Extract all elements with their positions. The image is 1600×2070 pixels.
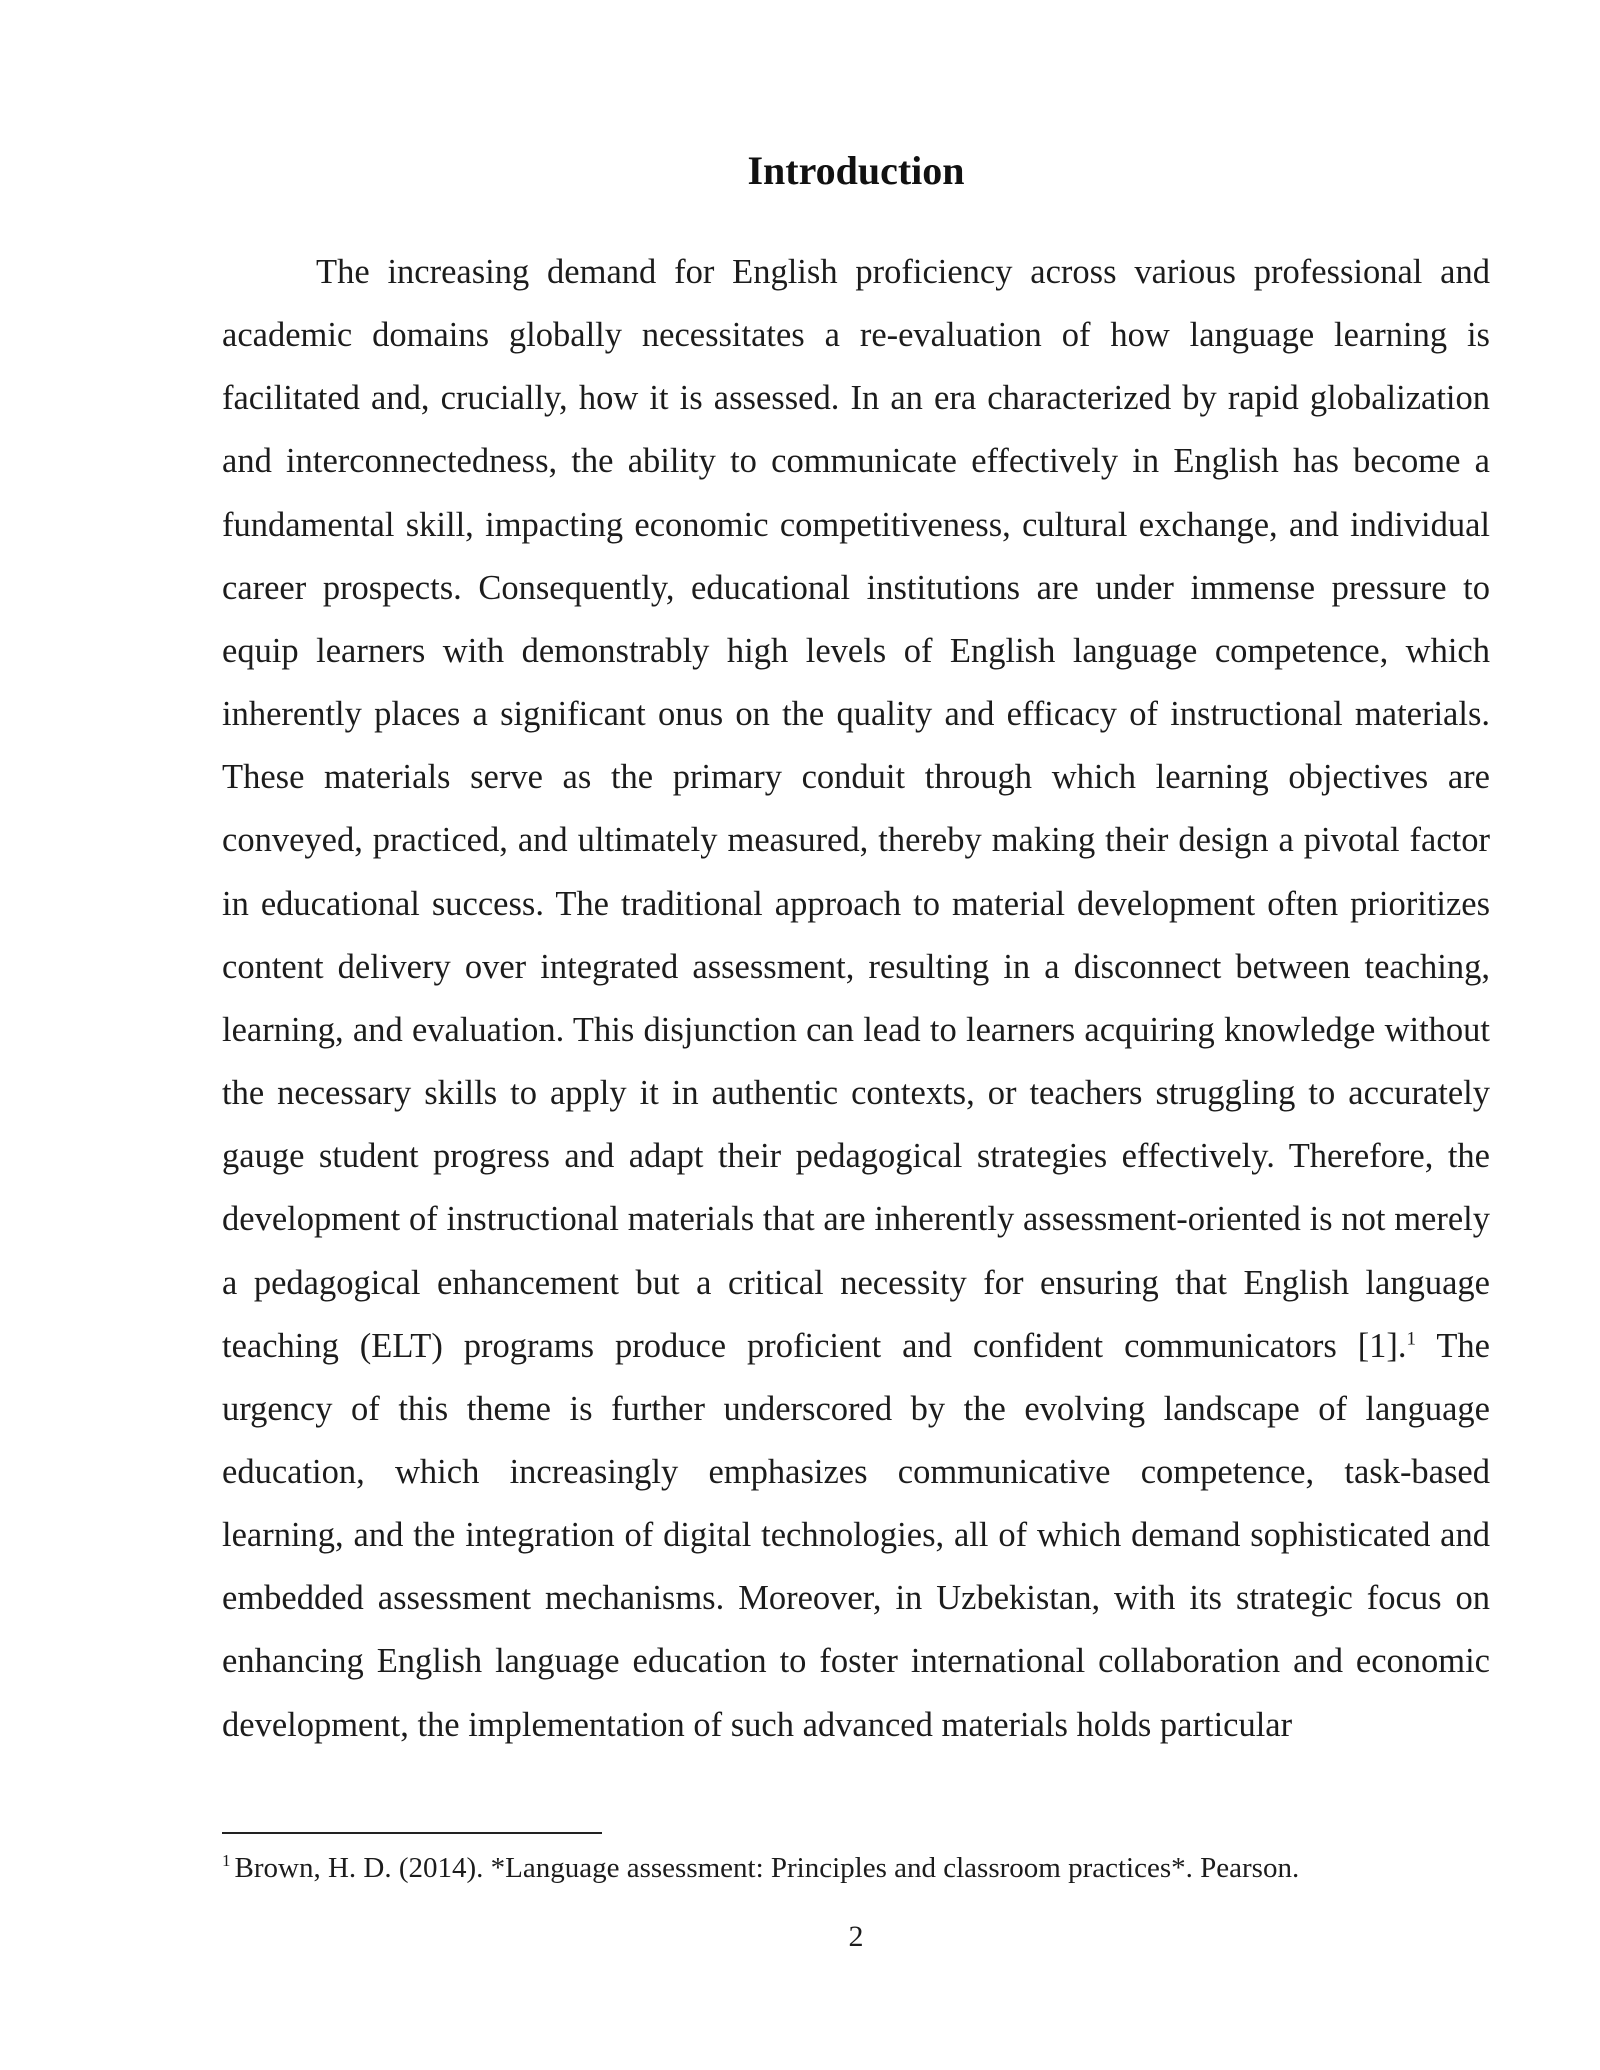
- footnote-mark: 1: [222, 1851, 231, 1871]
- paragraph-text-part-2: The urgency of this theme is further underscored by the evolving landscape of language education, which increasingly emphasizes communicative competence, task-based learning, and the integration of digital technologies, all of which demand sophisticated and embedded assessment mechanisms. Moreover, in Uzbekistan, with its strategic focus on enhancing English language education to foster international collaboration and economic development, the implementation of such advanced materials holds particular: [222, 1326, 1490, 1744]
- page-number: 2: [848, 1920, 864, 1953]
- section-heading: Introduction: [747, 148, 965, 193]
- footnote-separator: [222, 1832, 602, 1834]
- footnote-reference[interactable]: 1: [1406, 1328, 1417, 1350]
- paragraph-text-part-1: The increasing demand for English proficiency across various professional and academic domains globally necessitates a re-evaluation of how language learning is facilitated and, crucially, how it is assessed. In an era characterized by rapid globalization and interconnectedness, the ability to communicate effectively in English has become a fundamental skill, impacting economic competitiveness, cultural exchange, and individual career prospects. Consequently, educational institutions are under immense pressure to equip learners with demonstrably high levels of English language competence, which inherently places a significant onus on the quality and efficacy of instructional materials. These materials serve as the primary conduit through which learning objectives are conveyed, practiced, and ultimately measured, thereby making their design a pivotal factor in educational success. The traditional approach to material development often prioritizes content delivery over integrated assessment, resulting in a disconnect between teaching, learning, and evaluation. This disjunction can lead to learners acquiring knowledge without the necessary skills to apply it in authentic contexts, or teachers struggling to accurately gauge student progress and adapt their pedagogical strategies effectively. Therefore, the development of instructional materials that are inherently assessment-oriented is not merely a pedagogical enhancement but a critical necessity for ensuring that English language teaching (ELT) programs produce proficient and confident communicators [1].: [222, 253, 1490, 1365]
- footnote-text: Brown, H. D. (2014). *Language assessment: Principles and classroom practices*. Pearson.: [234, 1852, 1300, 1884]
- body-paragraph: [222, 241, 1490, 1757]
- footnote: [222, 1850, 1490, 1886]
